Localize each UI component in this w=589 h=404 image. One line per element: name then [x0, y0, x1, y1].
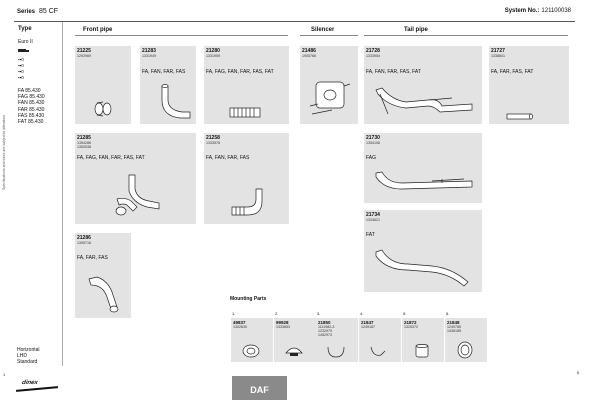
mounting-part-21847[interactable]: [359, 311, 401, 362]
silencer-drawing: [306, 74, 352, 118]
mounting-part-49837[interactable]: [231, 311, 273, 362]
oe-number: 1302630: [233, 325, 247, 329]
badge-row: ▪▪0: [18, 57, 24, 62]
oe-number: 1325372: [404, 325, 418, 329]
type-heading: Type: [18, 26, 32, 32]
tail-pipe-fag-drawing: [372, 169, 478, 199]
short-pipe-drawing: [505, 112, 535, 122]
part-number: 21730: [366, 135, 380, 141]
part-number: 21847: [361, 320, 374, 325]
flex-pipe-drawing: [228, 106, 264, 120]
part-card-21728[interactable]: [364, 46, 482, 124]
mounting-part-99928[interactable]: [274, 311, 316, 362]
silencer-heading: Silencer: [311, 27, 335, 33]
part-card-21727[interactable]: [489, 46, 569, 124]
part-number: 49837: [233, 320, 246, 325]
applications: FA, FAN, FAR, FAS: [206, 155, 250, 161]
applications: FA, FAN, FAR, FAS: [142, 69, 186, 75]
silencer-rule: [300, 35, 358, 36]
system-number: System No.: 121100038: [504, 8, 571, 14]
spec-level: Standard: [17, 359, 38, 365]
band-clamp-icon: [282, 343, 306, 359]
sleeve-icon: [410, 343, 434, 359]
oe-number: 1354106: [366, 141, 380, 145]
clamp-icon: [239, 343, 263, 359]
part-number: 21734: [366, 212, 380, 218]
part-card-21285[interactable]: [75, 133, 196, 224]
oe-number-2: 1350538: [77, 145, 91, 150]
oe-number: 1333653: [276, 325, 290, 329]
oe-number: 1331949: [142, 54, 156, 58]
badge-row: ▪▪0: [18, 69, 24, 74]
oe-number: [447, 325, 461, 333]
front-pipe-heading: Front pipe: [83, 27, 113, 33]
oe-number: 1249187: [361, 325, 375, 329]
mounting-parts-heading: Mounting Parts: [230, 296, 267, 302]
oe-number-1: 1354286: [77, 141, 91, 145]
oe-number: 1395716: [77, 241, 91, 245]
truck-icon: [18, 48, 30, 53]
part-number: 21280: [206, 48, 220, 54]
part-number: 21872: [404, 320, 417, 325]
item-index: 6.: [446, 311, 450, 316]
model-item: FAS 85.430: [18, 112, 45, 119]
part-number: 21285: [77, 135, 91, 141]
oe-number: [318, 325, 334, 337]
oe-number: 1334621: [366, 218, 380, 222]
tail-pipe-heading: Tail pipe: [404, 27, 428, 33]
model-item: FAT 85.430: [18, 119, 44, 126]
part-card-21734[interactable]: [364, 210, 482, 292]
oe-number-2: 1436185: [447, 329, 461, 334]
applications: FAT: [366, 232, 375, 238]
part-card-21258[interactable]: [204, 133, 289, 224]
bent-pipe-fas-drawing: [85, 271, 125, 315]
tail-pipe-rule: [364, 35, 568, 36]
part-number: 21848: [447, 320, 460, 325]
mounting-part-21850[interactable]: [316, 311, 358, 362]
badge-row: ▪▪0: [18, 63, 24, 68]
oe-number: 1331959: [206, 54, 220, 58]
oe-number: 1905766: [302, 54, 316, 58]
part-number: 21486: [302, 48, 316, 54]
oe-number: 1338841: [491, 54, 505, 58]
item-index: 3.: [317, 311, 321, 316]
u-bolt-icon: [324, 345, 348, 359]
model-item: FAN 85.430: [18, 100, 45, 107]
front-pipe-drawing: [91, 98, 115, 120]
mounting-orientation: Horizontal: [17, 347, 40, 353]
part-number: 21225: [77, 48, 91, 54]
tail-pipe-fat-drawing: [372, 246, 478, 290]
part-number: 21258: [206, 135, 220, 141]
dinex-logo: dinex: [21, 380, 39, 386]
mounting-part-21848[interactable]: [445, 311, 487, 362]
part-card-21280[interactable]: [204, 46, 289, 124]
brand-tab: DAF: [232, 376, 287, 400]
model-item: FAR 85.430: [18, 106, 45, 113]
badge-list: [18, 57, 24, 81]
header-divider: [14, 21, 575, 22]
bent-pipe-drawing: [154, 82, 194, 122]
model-item: FA 85.430: [18, 88, 41, 94]
model-item: FAG 85.430: [18, 94, 45, 101]
item-index: 4.: [360, 311, 364, 316]
flex-elbow-drawing: [228, 187, 268, 221]
applications: FAG: [366, 155, 377, 161]
applications: FA, FAG, FAN, FAR, FAS, FAT: [77, 155, 145, 161]
mounting-part-21872[interactable]: [402, 311, 444, 362]
series-title: Series 85 CF: [17, 8, 59, 15]
config-info: [17, 347, 40, 365]
type-sidebar: [14, 22, 63, 366]
oe-number: 1333954: [366, 54, 380, 58]
page-right-number: 5: [576, 370, 579, 375]
part-card-21486[interactable]: [300, 46, 358, 124]
drive-side: LHD: [17, 353, 28, 359]
front-pipe-rule: [75, 35, 288, 36]
ring-icon: [367, 343, 391, 359]
y-pipe-drawing: [109, 169, 169, 219]
item-index: 2.: [275, 311, 279, 316]
part-number: 21728: [366, 48, 380, 54]
page-left-number: 1: [3, 372, 6, 377]
oe-number-1: 1249785: [447, 325, 461, 329]
part-card-21225[interactable]: [75, 46, 131, 124]
oe-number: 1292969: [77, 54, 91, 58]
applications: FA, FAN, FAR, FAS, FAT: [366, 69, 421, 75]
part-number: 21283: [142, 48, 156, 54]
euro-standard: Euro II: [18, 39, 33, 45]
part-number: 21727: [491, 48, 505, 54]
oe-number-3: 1452973: [318, 333, 332, 338]
gasket-ring-icon: [453, 341, 477, 359]
part-number: 21286: [77, 235, 91, 241]
badge-row: ▪▪0: [18, 75, 24, 80]
applications: FA, FAR, FAS: [77, 255, 108, 261]
oe-number-1: 1111982-3: [318, 325, 335, 329]
model-list: [18, 88, 45, 125]
item-index: 5.: [403, 311, 407, 316]
oe-number-2: 1232979: [318, 329, 332, 334]
oe-number: 1333578: [206, 141, 220, 145]
part-card-21286[interactable]: [75, 233, 131, 318]
part-number: 99928: [276, 320, 289, 325]
part-card-21730[interactable]: [364, 133, 482, 203]
disclaimer-text: Specifications and sizes are subject to alteration: [2, 115, 6, 190]
item-index: 1.: [232, 311, 236, 316]
logo-swoosh: [16, 386, 58, 392]
tail-pipe-drawing: [372, 84, 478, 120]
part-number: 21850: [318, 320, 331, 325]
applications: FA, FAG, FAN, FAR, FAS, FAT: [206, 69, 274, 75]
part-card-21283[interactable]: [140, 46, 196, 124]
applications: FA, FAR, FAS, FAT: [491, 69, 534, 75]
oe-number: [77, 141, 91, 150]
